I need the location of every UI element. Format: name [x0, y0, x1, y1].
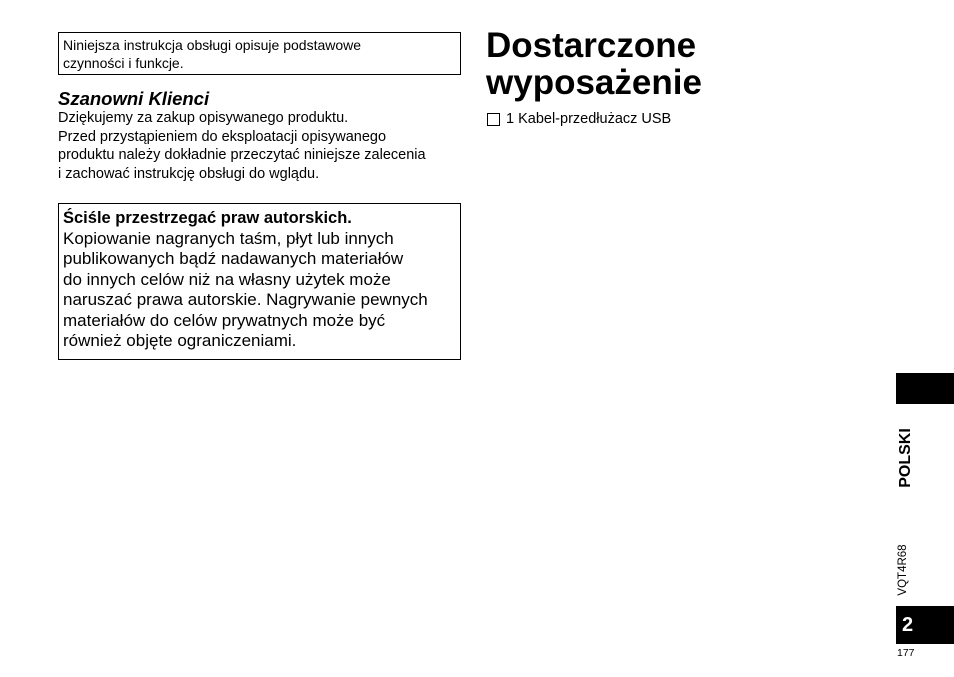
copyright-warning-box	[58, 203, 461, 360]
copyright-warning-title: Ściśle przestrzegać praw autorskich.	[63, 209, 352, 227]
page-total: 177	[897, 647, 915, 659]
accessories-title-line: Dostarczone	[486, 26, 697, 65]
greeting-title: Szanowni Klienci	[58, 88, 210, 109]
greeting-body	[58, 109, 468, 183]
language-tab-marker	[896, 373, 954, 404]
greeting-line: i zachować instrukcję obsługi do wglądu.	[58, 165, 320, 182]
intro-note-box	[58, 32, 461, 75]
accessory-item	[487, 111, 671, 128]
greeting-line: produktu należy dokładnie przeczytać niniejsze zalecenia	[58, 147, 426, 163]
intro-note-line: Niniejsza instrukcja obsługi opisuje podstawowe	[63, 37, 362, 53]
page-number: 2	[902, 613, 914, 636]
greeting-line: Dziękujemy za zakup opisywanego produktu.	[58, 110, 349, 126]
copyright-warning-line: naruszać prawa autorskie. Nagrywanie pewnych	[63, 290, 428, 309]
copyright-warning-line: materiałów do celów prywatnych może być	[63, 310, 386, 330]
checkbox-icon	[487, 113, 500, 126]
accessory-item-label: 1 Kabel-przedłużacz USB	[506, 111, 672, 127]
page-number-tab	[896, 606, 954, 644]
greeting-line: Przed przystąpieniem do eksploatacji opisywanego	[58, 128, 387, 145]
accessories-title-line: wyposażenie	[486, 63, 702, 102]
copyright-warning-line: również objęte ograniczeniami.	[63, 331, 297, 350]
copyright-warning-line: do innych celów niż na własny użytek może	[63, 269, 391, 289]
document-code: VQT4R68	[897, 544, 909, 596]
intro-note-line: czynności i funkcje.	[63, 54, 184, 71]
language-label: POLSKI	[897, 428, 914, 488]
accessories-title	[486, 27, 702, 101]
copyright-warning-line: Kopiowanie nagranych taśm, płyt lub innych	[63, 228, 394, 248]
copyright-warning-line: publikowanych bądź nadawanych materiałów	[63, 249, 404, 268]
